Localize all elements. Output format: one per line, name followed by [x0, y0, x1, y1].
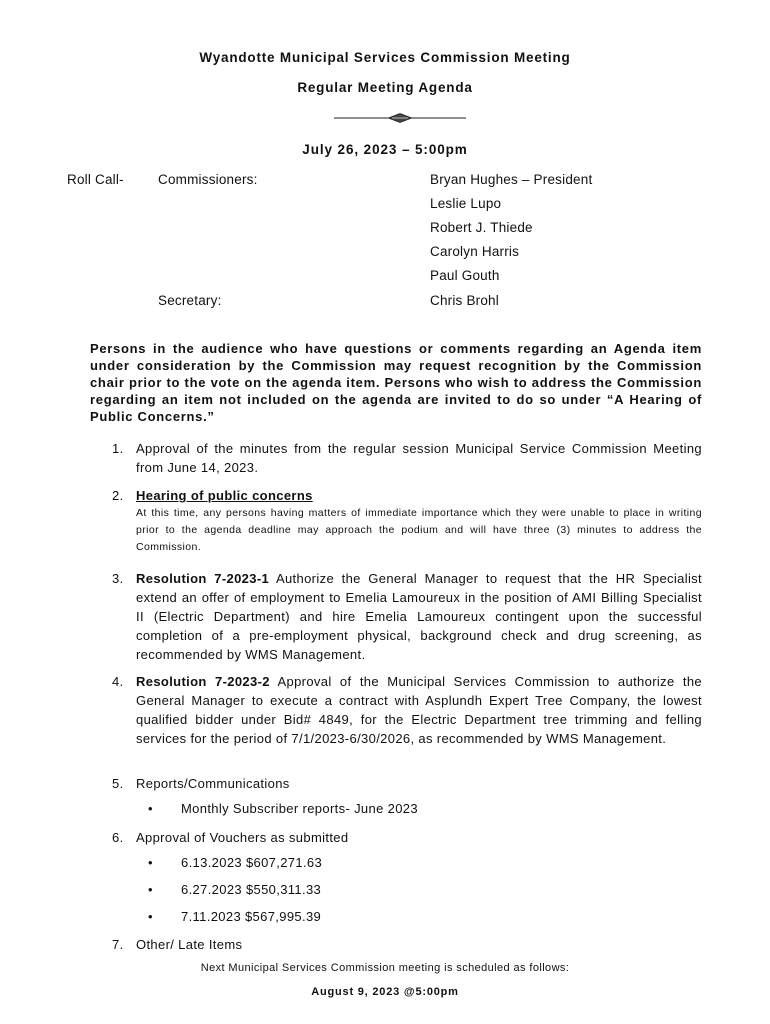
resolution-heading: Resolution 7-2023-1 — [136, 571, 270, 586]
commissioner-name: Bryan Hughes – President — [430, 172, 593, 187]
item-number: 7. — [112, 937, 124, 952]
bullet-text: 7.11.2023 $567,995.39 — [181, 909, 322, 924]
commissioners-label: Commissioners: — [158, 172, 258, 187]
item-text: Approval of the minutes from the regular session Municipal Service Commission Meeting from June 14, 2023. — [136, 441, 702, 475]
commissioner-name: Leslie Lupo — [430, 196, 502, 211]
agenda-item-1 — [112, 439, 702, 477]
ornamental-divider — [334, 112, 466, 124]
item-number: 4. — [112, 674, 124, 689]
item-number: 5. — [112, 776, 124, 791]
item-text: At this time, any persons having matters of immediate importance which they were unable to place in writing prior to the agenda deadline may approach the podium and will have three (3) minutes to address the Commission. — [136, 507, 702, 553]
item-text: Reports/Communications — [136, 776, 290, 791]
commissioner-name: Carolyn Harris — [430, 244, 520, 259]
item-number: 3. — [112, 571, 124, 586]
item-text: Other/ Late Items — [136, 937, 243, 952]
resolution-heading: Resolution 7-2023-2 — [136, 674, 270, 689]
bullet-text: 6.13.2023 $607,271.63 — [181, 855, 323, 870]
secretary-label: Secretary: — [158, 293, 222, 308]
item-text: Authorize the General Manager to request that the HR Specialist extend an offer of employment to Emelia Lamoureux in the position of AMI Billing Specialist II (Electric Department) and hire Emelia Lamoureux contingent upon the successful completion of a pre-employment physical, background check and drug screening, as recommended by WMS Management. — [136, 571, 702, 662]
document-subtitle: Regular Meeting Agenda — [297, 80, 473, 95]
roll-call-label: Roll Call- — [67, 172, 124, 187]
agenda-item-3 — [112, 569, 702, 664]
agenda-item-6 — [112, 828, 702, 847]
item-number: 2. — [112, 488, 124, 503]
commissioner-name: Paul Gouth — [430, 268, 500, 283]
bullet-icon: • — [148, 801, 153, 816]
public-comment-notice: Persons in the audience who have questions or comments regarding an Agenda item under consideration by the Commission may request recognition by the Commission chair prior to the vote on the agenda item. Persons who wish to address the Commission regarding an item not included on the agenda are invited to do so under “A Hearing of Public Concerns.” — [90, 341, 702, 424]
meeting-date: July 26, 2023 – 5:00pm — [302, 142, 468, 157]
agenda-item-5 — [112, 774, 702, 793]
document-title: Wyandotte Municipal Services Commission Meeting — [199, 50, 571, 65]
bullet-icon: • — [148, 882, 153, 897]
item-heading: Hearing of public concerns — [136, 488, 313, 503]
next-meeting-note: Next Municipal Services Commission meeting is scheduled as follows: — [200, 962, 570, 974]
item-number: 1. — [112, 441, 124, 456]
commissioner-name: Robert J. Thiede — [430, 220, 533, 235]
secretary-name: Chris Brohl — [430, 293, 499, 308]
bullet-icon: • — [148, 909, 153, 924]
agenda-item-2 — [112, 486, 702, 556]
bullet-text: 6.27.2023 $550,311.33 — [181, 882, 322, 897]
agenda-item-4 — [112, 672, 702, 748]
item-text: Approval of the Municipal Services Commission to authorize the General Manager to execute a contract with Asplundh Expert Tree Company, the lowest qualified bidder under Bid# 4849, for the Electric Department tree trimming and felling services for the period of 7/1/2023-6/30/2026, as recommended by WMS Management. — [136, 674, 703, 746]
bullet-text: Monthly Subscriber reports- June 2023 — [181, 801, 418, 816]
agenda-item-7 — [112, 935, 702, 954]
item-text: Approval of Vouchers as submitted — [136, 830, 349, 845]
item-number: 6. — [112, 830, 124, 845]
next-meeting-date: August 9, 2023 @5:00pm — [311, 986, 459, 998]
bullet-icon: • — [148, 855, 153, 870]
